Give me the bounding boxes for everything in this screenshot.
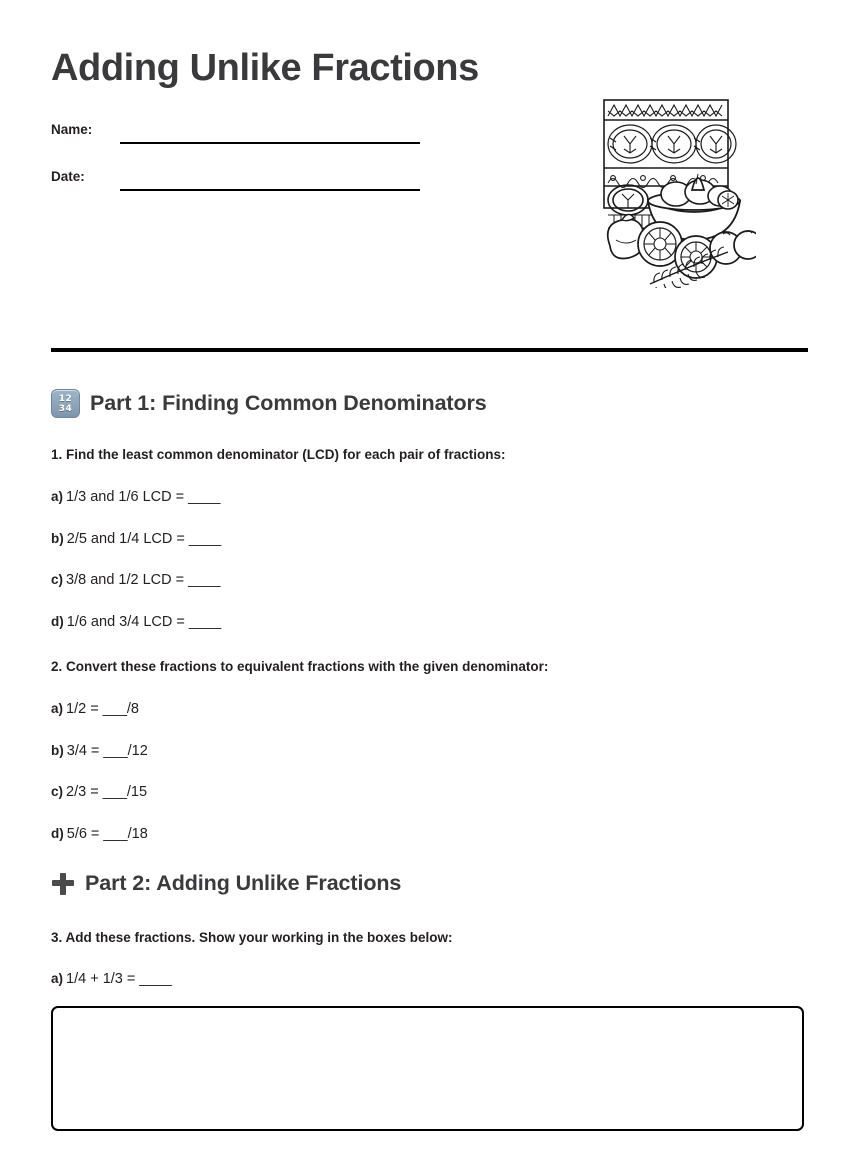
item-text[interactable]: 3/8 and 1/2 LCD = ____ xyxy=(66,572,221,588)
item-text[interactable]: 1/3 and 1/6 LCD = ____ xyxy=(66,489,221,505)
question-3-prompt: 3. Add these fractions. Show your working in the boxes below: xyxy=(51,930,453,945)
question-1-item-d xyxy=(51,614,221,630)
item-label: b) xyxy=(51,531,64,546)
item-text[interactable]: 1/6 and 3/4 LCD = ____ xyxy=(66,614,222,630)
item-text[interactable]: 5/6 = ___/18 xyxy=(66,826,148,842)
working-answer-box[interactable] xyxy=(51,1006,804,1131)
plus-icon xyxy=(51,872,75,896)
fruit-bowl-illustration xyxy=(592,96,756,288)
date-write-line[interactable] xyxy=(120,189,420,191)
item-label: a) xyxy=(51,701,64,716)
question-1-item-a xyxy=(51,489,220,505)
item-text[interactable]: 1/2 = ___/8 xyxy=(66,701,139,717)
item-label: a) xyxy=(51,489,64,504)
part2-heading xyxy=(51,871,401,896)
item-label: a) xyxy=(51,971,64,986)
section-divider xyxy=(51,348,808,352)
item-label: c) xyxy=(51,784,64,799)
part1-heading xyxy=(51,389,487,418)
question-1-item-c xyxy=(51,572,220,588)
part2-heading-text: Part 2: Adding Unlike Fractions xyxy=(85,871,402,895)
item-text[interactable]: 3/4 = ___/12 xyxy=(66,743,148,759)
input-numbers-icon-top-row: 12 xyxy=(58,393,73,404)
part1-heading-text: Part 1: Finding Common Denominators xyxy=(90,391,487,415)
item-label: b) xyxy=(51,743,64,758)
input-numbers-icon xyxy=(51,389,80,418)
item-text[interactable]: 2/5 and 1/4 LCD = ____ xyxy=(66,531,222,547)
question-2-item-a xyxy=(51,701,139,717)
item-label: d) xyxy=(51,826,64,841)
date-field-label: Date: xyxy=(51,169,85,184)
input-numbers-icon-bottom-row: 34 xyxy=(58,403,73,414)
question-1-prompt: 1. Find the least common denominator (LCD) for each pair of fractions: xyxy=(51,447,506,462)
question-2-prompt: 2. Convert these fractions to equivalent fractions with the given denominator: xyxy=(51,659,549,674)
page-title: Adding Unlike Fractions xyxy=(51,47,479,89)
question-2-item-c xyxy=(51,784,147,800)
question-3-item-a xyxy=(51,971,172,987)
question-2-item-b xyxy=(51,743,148,759)
name-write-line[interactable] xyxy=(120,142,420,144)
name-field-label: Name: xyxy=(51,122,93,137)
question-1-item-b xyxy=(51,531,221,547)
item-label: d) xyxy=(51,614,64,629)
item-text[interactable]: 1/4 + 1/3 = ____ xyxy=(66,971,172,987)
question-2-item-d xyxy=(51,826,148,842)
item-text[interactable]: 2/3 = ___/15 xyxy=(66,784,148,800)
item-label: c) xyxy=(51,572,64,587)
